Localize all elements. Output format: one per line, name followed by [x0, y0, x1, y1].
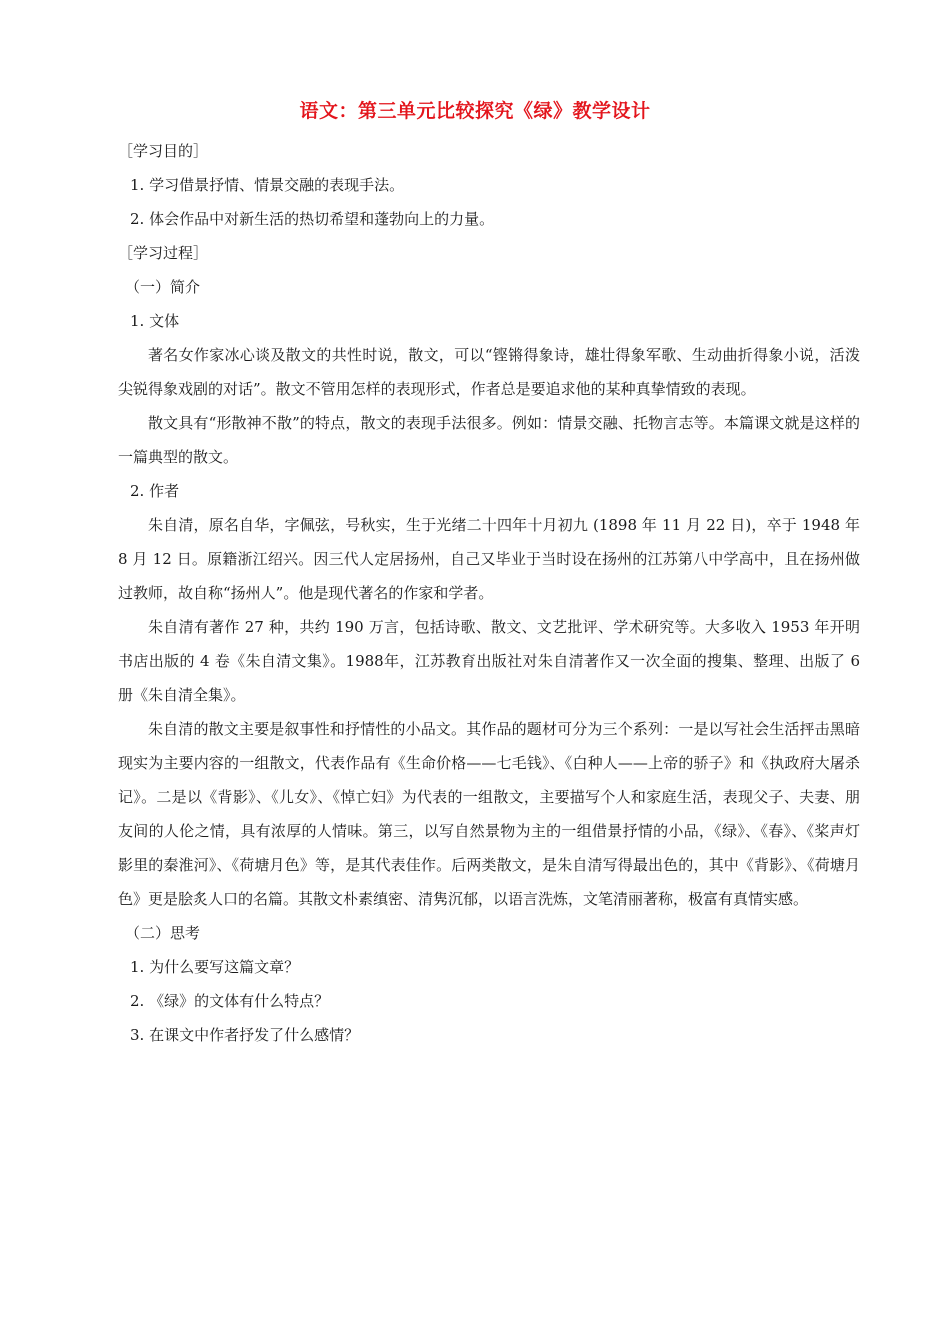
question-item: 2. 《绿》的文体有什么特点？	[130, 992, 330, 1010]
objective-item: 1. 学习借景抒情、情景交融的表现手法。	[130, 176, 405, 194]
objective-item: 2. 体会作品中对新生活的热切希望和蓬勃向上的力量。	[130, 210, 495, 228]
section-heading: （一）简介	[125, 278, 201, 296]
paragraph: 著名女作家冰心谈及散文的共性时说，散文，可以“铿锵得象诗，雄壮得象军歌、生动曲折得象小说，活泼尖锐得象戏剧的对话”。散文不管用怎样的表现形式，作者总是要追求他的某种真挚情致的表现。	[118, 346, 860, 398]
document-title: 语文：第三单元比较探究《绿》教学设计	[299, 100, 651, 122]
paragraph: 朱自清的散文主要是叙事性和抒情性的小品文。其作品的题材可分为三个系列：一是以写社会生活抨击黑暗现实为主要内容的一组散文，代表作品有《生命价格——七毛钱》、《白种人——上帝的骄子》和《执政府大屠杀记》。二是以《背影》、《儿女》、《悼亡妇》为代表的一组散文，主要描写个人和家庭生活，表现父子、夫妻、朋友间的人伦之情，具有浓厚的人情味。第三，以写自然景物为主的一组借景抒情的小品，《绿》、《春》、《桨声灯影里的秦淮河》、《荷塘月色》等，是其代表佳作。后两类散文，是朱自清写得最出色的，其中《背影》、《荷塘月色》更是脍炙人口的名篇。其散文朴素缜密、清隽沉郁，以语言洗炼，文笔清丽著称，极富有真情实感。	[118, 720, 860, 908]
document-body	[118, 134, 860, 1052]
objectives-heading: ［学习目的］	[118, 142, 209, 160]
subsection-heading: 2. 作者	[130, 482, 180, 500]
question-item: 1. 为什么要写这篇文章？	[130, 958, 300, 976]
section-heading: （二）思考	[125, 924, 201, 942]
process-heading: ［学习过程］	[118, 244, 209, 262]
paragraph: 朱自清，原名自华，字佩弦，号秋实，生于光绪二十四年十月初九 (1898 年 11 月 22 日)，卒于 1948 年 8 月 12 日。原籍浙江绍兴。因三代人定居扬州，自己又毕业于当时设在扬州的江苏第八中学高中，且在扬州做过教师，故自称“扬州人”。他是现代著名的作家和学者。	[118, 516, 860, 602]
question-item: 3. 在课文中作者抒发了什么感情？	[130, 1026, 360, 1044]
paragraph: 散文具有“形散神不散”的特点，散文的表现手法很多。例如：情景交融、托物言志等。本篇课文就是这样的一篇典型的散文。	[118, 414, 860, 466]
subsection-heading: 1. 文体	[130, 312, 180, 330]
paragraph: 朱自清有著作 27 种，共约 190 万言，包括诗歌、散文、文艺批评、学术研究等。大多收入 1953 年开明书店出版的 4 卷《朱自清文集》。1988年，江苏教育出版社对朱自清著作又一次全面的搜集、整理、出版了 6 册《朱自清全集》。	[118, 618, 860, 704]
